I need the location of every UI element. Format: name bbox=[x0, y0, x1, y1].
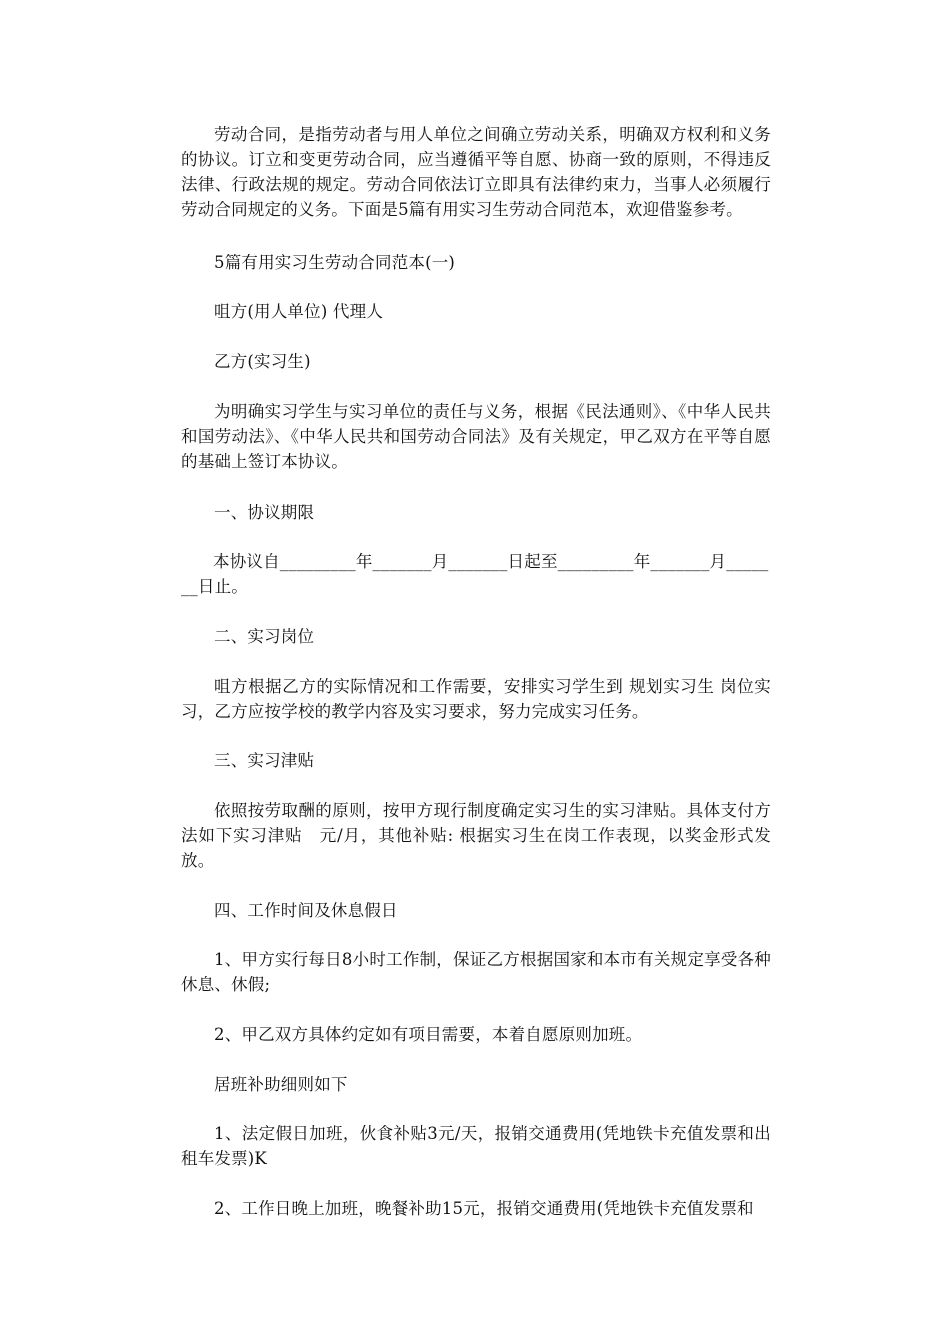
section-1-title: 一、协议期限 bbox=[214, 503, 315, 522]
preamble-paragraph: 为明确实习学生与实习单位的责任与义务，根据《民法通则》、《中华人民共和国劳动法》、《中华人民共和国劳动合同法》及有关规定，甲乙双方在平等自愿的基础上签订本协议。 bbox=[181, 402, 771, 471]
overtime-item-2: 2、工作日晚上加班，晚餐补助15元，报销交通费用(凭地铁卡充值发票和 bbox=[214, 1199, 754, 1218]
section-1-term-line-1: 本协议自_________年_______月_______日起至_________年_______月_____ bbox=[213, 552, 769, 571]
party-b-line: 乙方(实习生) bbox=[214, 352, 311, 371]
section-4-item-1: 1、甲方实行每日8小时工作制，保证乙方根据国家和本市有关规定享受各种休息、休假; bbox=[181, 950, 771, 994]
document-heading: 5篇有用实习生劳动合同范本(一) bbox=[214, 253, 456, 272]
overtime-item-1: 1、法定假日加班，伙食补贴3元/天，报销交通费用(凭地铁卡充值发票和出租车发票)K bbox=[181, 1124, 771, 1168]
overtime-title: 居班补助细则如下 bbox=[214, 1075, 348, 1094]
section-3-title: 三、实习津贴 bbox=[214, 751, 315, 770]
intro-paragraph: 劳动合同，是指劳动者与用人单位之间确立劳动关系，明确双方权利和义务的协议。订立和变更劳动合同，应当遵循平等自愿、协商一致的原则，不得违反法律、行政法规的规定。劳动合同依法订立即具有法律约束力，当事人必须履行劳动合同规定的义务。下面是5篇有用实习生劳动合同范本，欢迎借鉴参考。 bbox=[181, 125, 771, 219]
section-4-title: 四、工作时间及休息假日 bbox=[214, 901, 398, 920]
section-2-title: 二、实习岗位 bbox=[214, 627, 315, 646]
section-1-term-line-2: __日止。 bbox=[181, 577, 248, 596]
section-3-body: 依照按劳取酬的原则，按甲方现行制度确定实习生的实习津贴。具体支付方法如下实习津贴 元/月，其他补贴: 根据实习生在岗工作表现，以奖金形式发放。 bbox=[181, 801, 771, 870]
section-4-item-2: 2、甲乙双方具体约定如有项目需要，本着自愿原则加班。 bbox=[214, 1025, 643, 1044]
section-2-body: 咀方根据乙方的实际情况和工作需要，安排实习学生到 规划实习生 岗位实习，乙方应按学校的教学内容及实习要求，努力完成实习任务。 bbox=[181, 677, 771, 721]
party-a-line: 咀方(用人单位) 代理人 bbox=[214, 302, 384, 321]
